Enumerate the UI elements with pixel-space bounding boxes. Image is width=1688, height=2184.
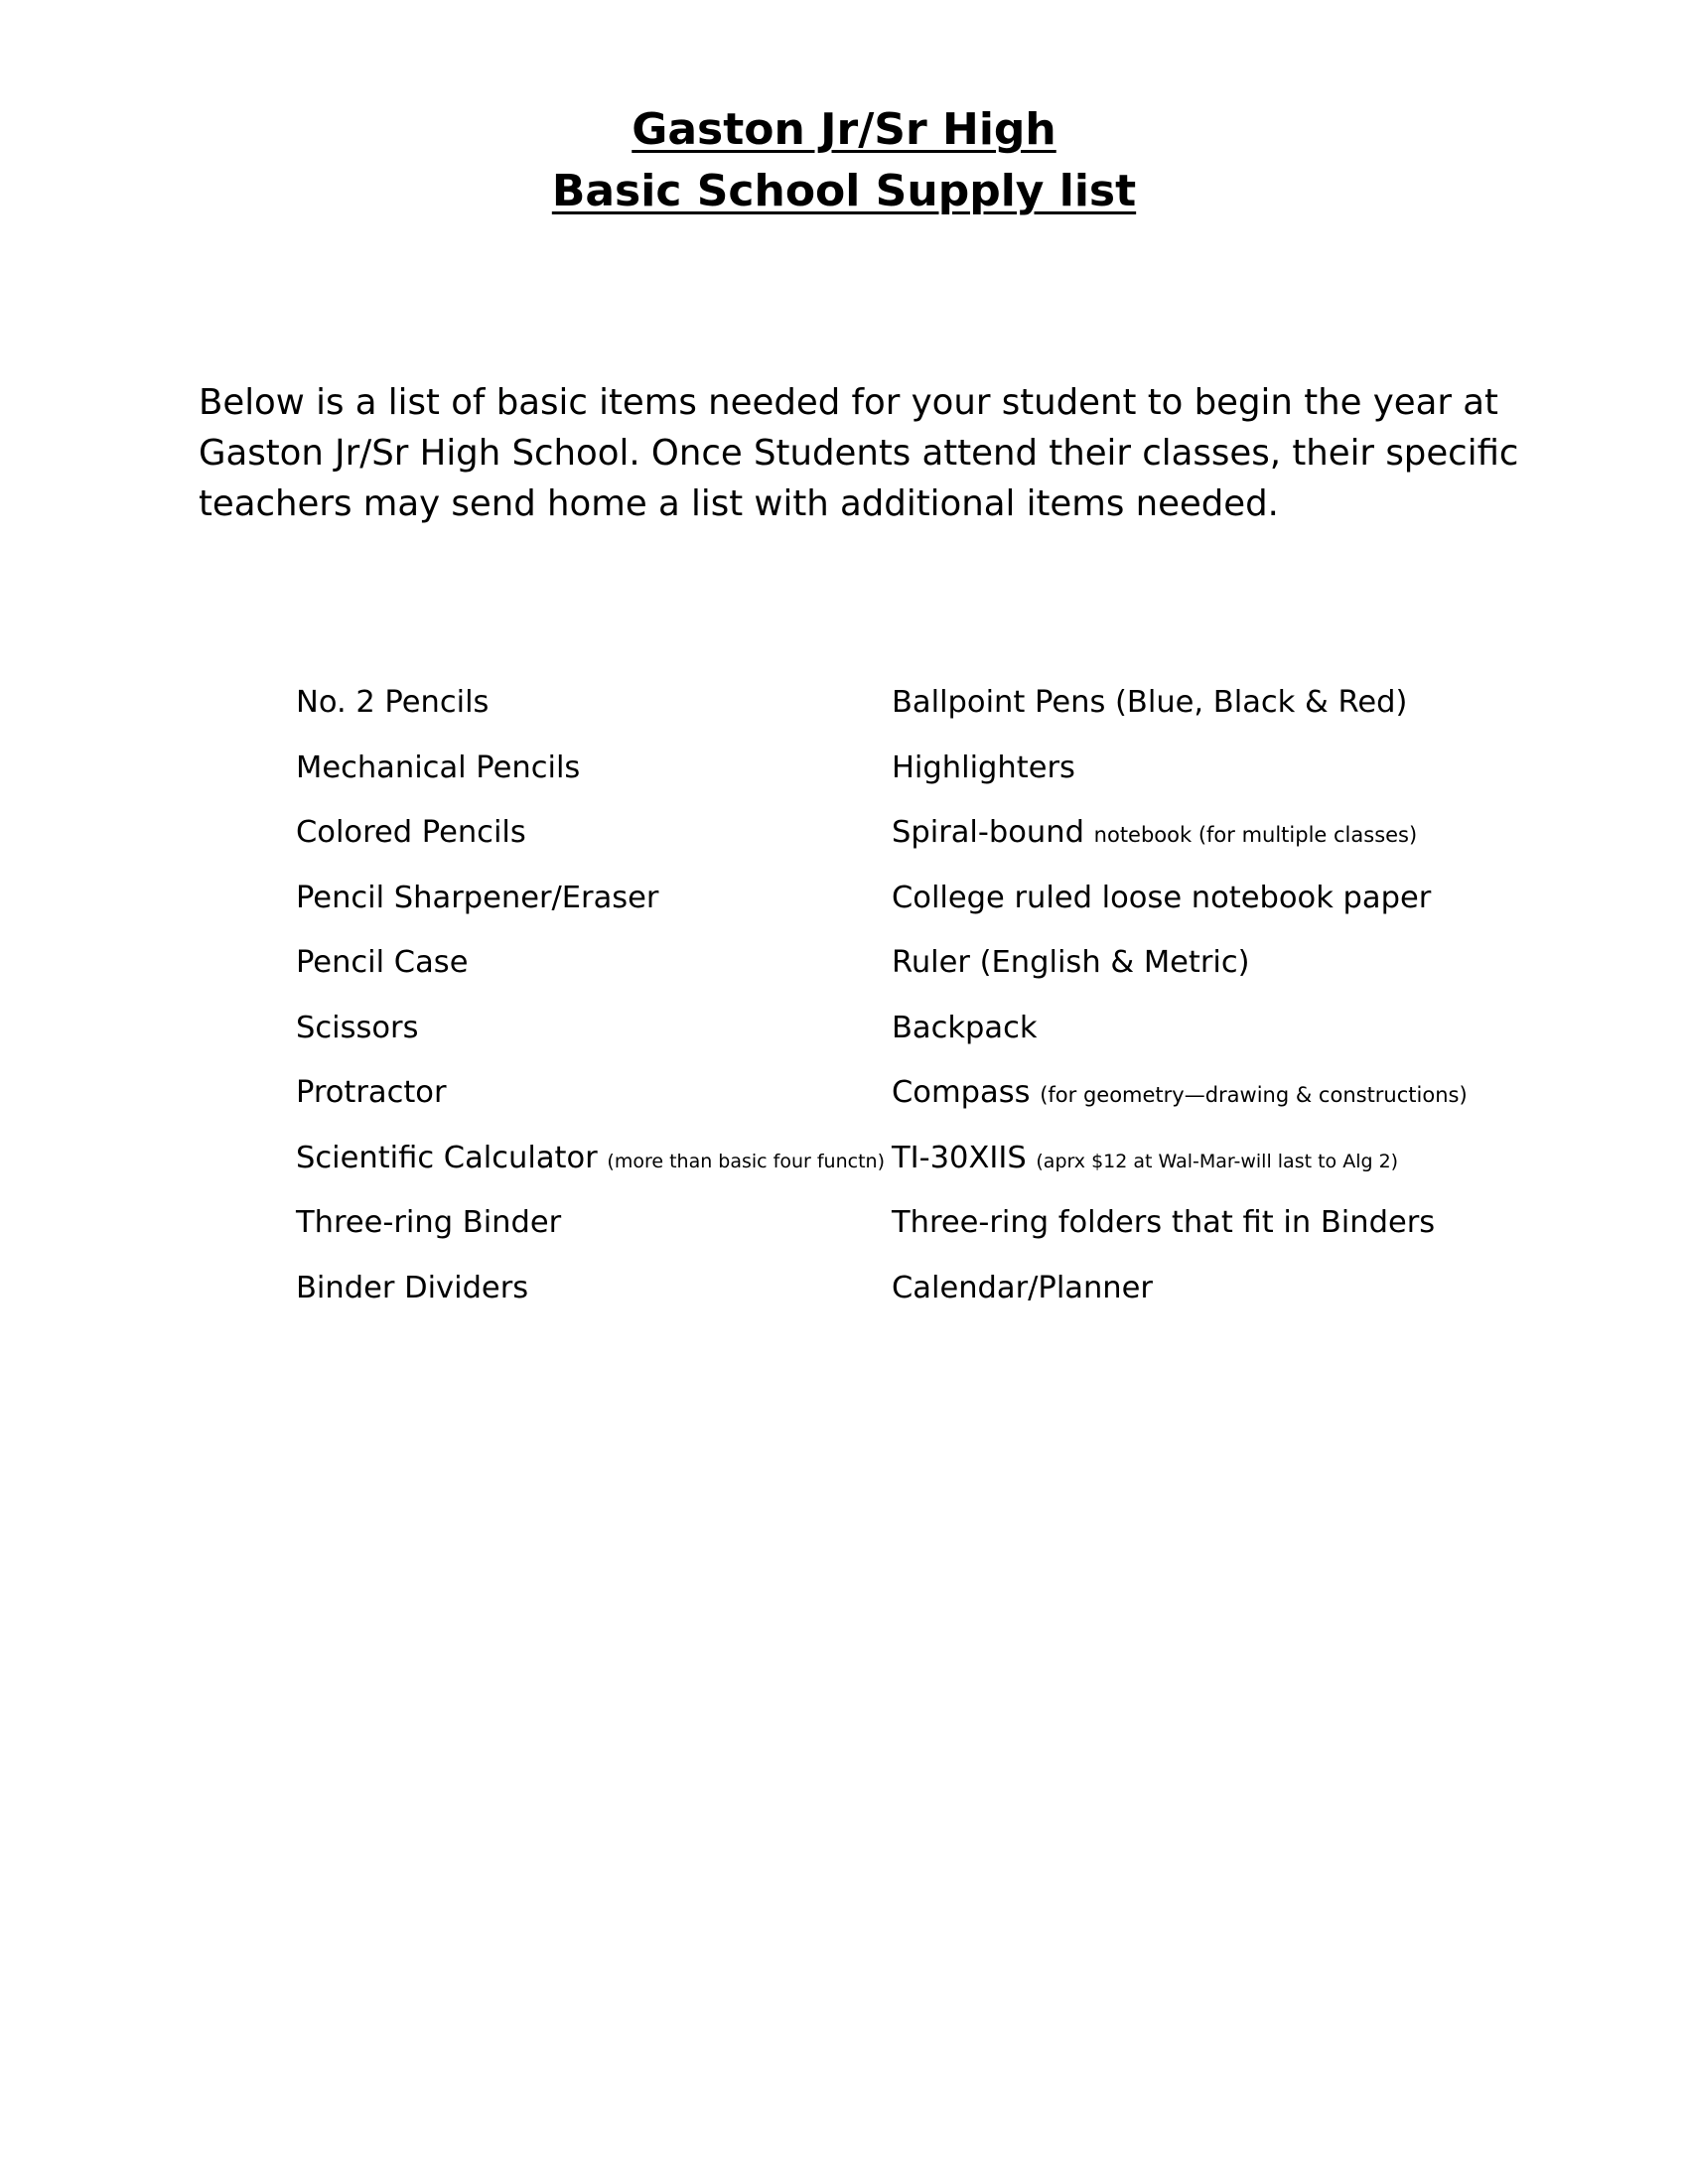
supply-item-right <box>892 683 1587 723</box>
supply-item-right <box>892 943 1587 983</box>
supply-item-left <box>296 1073 892 1113</box>
supply-item-left <box>296 1269 892 1308</box>
supply-item-right <box>892 1139 1587 1181</box>
supply-item-label: Three-ring Binder <box>296 1205 562 1240</box>
supply-item-label: Calendar/Planner <box>892 1270 1153 1305</box>
supply-item-label: Binder Dividers <box>296 1270 529 1305</box>
supply-item-left <box>296 749 892 788</box>
supply-row <box>296 943 1587 1009</box>
supply-list <box>296 683 1587 1333</box>
supply-row <box>296 683 1587 749</box>
supply-row <box>296 1203 1587 1269</box>
supply-row <box>296 813 1587 879</box>
intro-paragraph: Below is a list of basic items needed for your student to begin the year at Gaston Jr/Sr High School. Once Students attend their classes, their specific teachers may send home a list with additional items needed. <box>199 382 1519 524</box>
supply-item-label: Compass <box>892 1075 1031 1110</box>
supply-item-right <box>892 1203 1587 1243</box>
supply-item-label: Pencil Sharpener/Eraser <box>296 880 659 915</box>
supply-item-left <box>296 1139 892 1181</box>
supply-item-left <box>296 683 892 723</box>
supply-row <box>296 749 1587 814</box>
supply-item-label: Mechanical Pencils <box>296 750 581 785</box>
supply-item-label: Highlighters <box>892 750 1075 785</box>
supply-item-right <box>892 813 1587 855</box>
supply-item-label: Colored Pencils <box>296 815 526 850</box>
supply-item-label: Scissors <box>296 1010 419 1045</box>
supply-list-heading: Basic School Supply list <box>551 166 1137 216</box>
supply-item-label: Ballpoint Pens (Blue, Black & Red) <box>892 685 1408 720</box>
supply-item-label: College ruled loose notebook paper <box>892 880 1432 915</box>
supply-item-label: Pencil Case <box>296 945 469 980</box>
supply-item-label: Protractor <box>296 1075 447 1110</box>
supply-item-note: notebook (for multiple classes) <box>1093 823 1418 847</box>
supply-row <box>296 1139 1587 1204</box>
supply-item-label: Three-ring folders that fit in Binders <box>892 1205 1436 1240</box>
document-title <box>0 99 1688 222</box>
supply-item-note: (aprx $12 at Wal-Mar-will last to Alg 2) <box>1036 1150 1399 1172</box>
supply-item-right <box>892 749 1587 788</box>
supply-item-label: No. 2 Pencils <box>296 685 490 720</box>
supply-item-right <box>892 1073 1587 1115</box>
supply-item-left <box>296 879 892 918</box>
supply-item-left <box>296 813 892 853</box>
supply-row <box>296 1009 1587 1074</box>
supply-row <box>296 1073 1587 1139</box>
supply-item-left <box>296 1203 892 1243</box>
supply-item-note: (more than basic four functn) <box>607 1150 885 1172</box>
supply-item-label: Scientific Calculator <box>296 1140 598 1175</box>
school-name-heading: Gaston Jr/Sr High <box>632 104 1056 155</box>
supply-item-left <box>296 1009 892 1048</box>
supply-item-label: TI-30XIIS <box>892 1140 1027 1175</box>
supply-row <box>296 879 1587 944</box>
supply-item-right <box>892 1009 1587 1048</box>
supply-item-label: Backpack <box>892 1010 1038 1045</box>
supply-item-right <box>892 879 1587 918</box>
supply-item-note: (for geometry—drawing & constructions) <box>1040 1083 1468 1107</box>
supply-row <box>296 1269 1587 1334</box>
supply-item-label: Ruler (English & Metric) <box>892 945 1250 980</box>
supply-item-label: Spiral-bound <box>892 815 1084 850</box>
supply-item-right <box>892 1269 1587 1308</box>
supply-item-left <box>296 943 892 983</box>
